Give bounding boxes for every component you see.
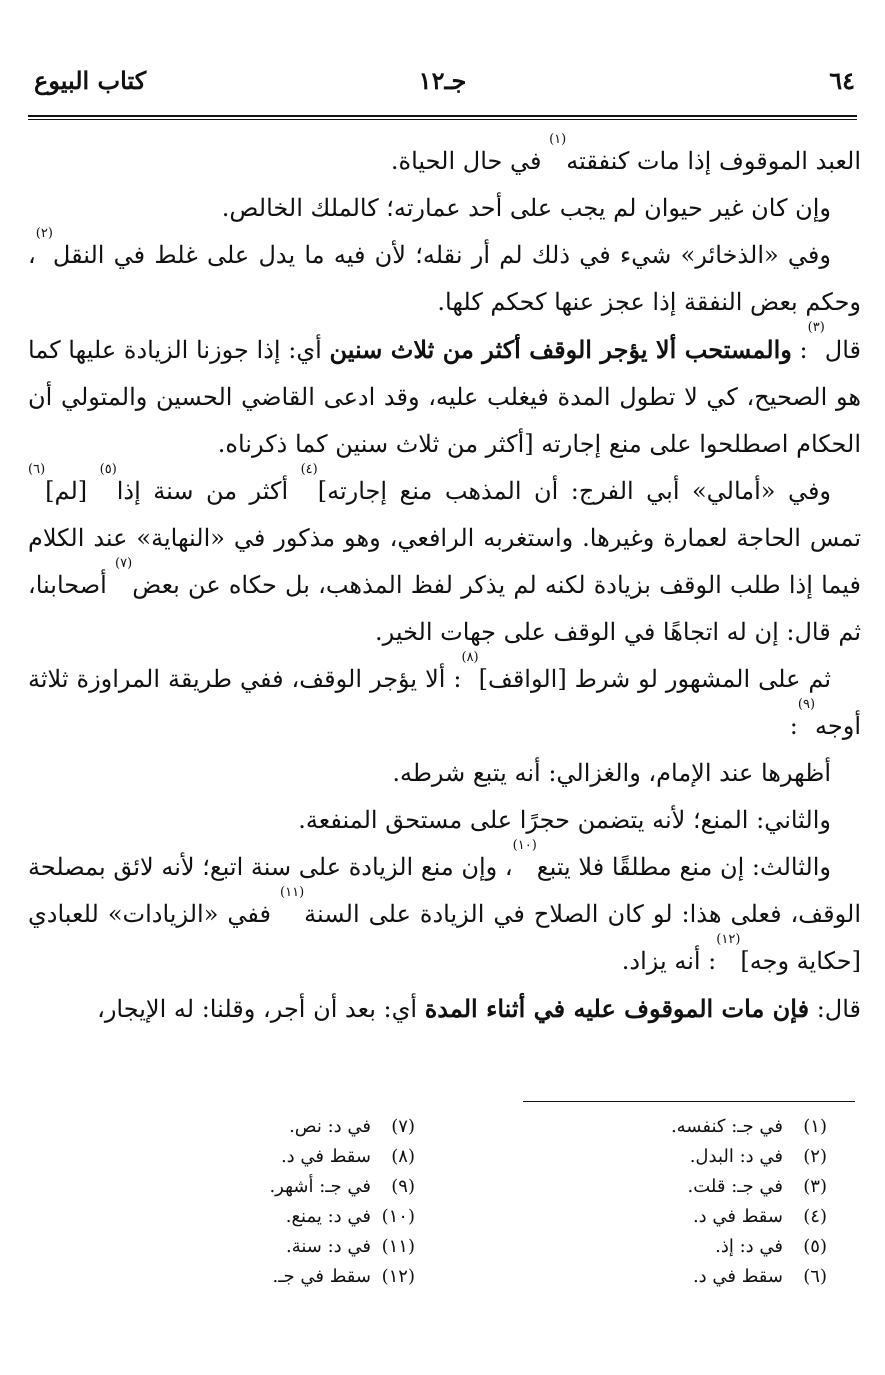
paragraph-3: وفي «الذخائر» شيء في ذلك لم أر نقله؛ لأن فيه ما يدل على غلط في النقل$^{(٢)}$، وحكم بعض النفقة إذا عجز عنها كحكم كلها. [28, 226, 861, 316]
footnote-ref: (٤) [300, 462, 318, 477]
footnote: (٧)في د: نص. [289, 1116, 415, 1137]
footnote: (٢)في د: البدل. [689, 1146, 827, 1167]
page-number: ٦٤ [829, 66, 855, 95]
paragraph-9: والثالث: إن منع مطلقًا فلا يتبع$^{(١٠)}$، وإن منع الزيادة على سنة اتبع؛ لأنه لائق بمصلحة الوقف، فعلى هذا: لو كان الصلاح في الزيادة على السنة$^{(١١)}$ ففي «الزيادات» للعبادي [حكاية وجه]$^{(١٢)}$: أنه يزاد. [28, 838, 861, 975]
footnote: (٥)في د: إذ. [715, 1236, 827, 1257]
paragraph-7: أظهرها عند الإمام، والغزالي: أنه يتبع شرطه. [392, 759, 831, 787]
matn-text: فإن مات الموقوف عليه في أثناء المدة [424, 994, 810, 1023]
footnote-ref: (١٢) [716, 932, 741, 947]
footnote-ref: (١) [549, 132, 567, 147]
footnote-ref: (٦) [28, 462, 46, 477]
footnote: (١١)في د: سنة. [285, 1236, 415, 1257]
footnote-ref: (٣) [807, 320, 825, 335]
footnote-ref: (٧) [115, 556, 133, 571]
footnote-ref: (١١) [280, 885, 305, 900]
footnote: (٩)في جـ: أشهر. [269, 1176, 415, 1197]
matn-text: والمستحب ألا يؤجر الوقف أكثر من ثلاث سنين [329, 335, 792, 364]
footnote-ref: (٨) [461, 650, 479, 665]
header-rule-thin [28, 119, 857, 120]
paragraph-6: ثم على المشهور لو شرط [الواقف]$^{(٨)}$: ألا يؤجر الوقف، ففي طريقة المراوزة ثلاثة أوجه$^{(٩)}$: [28, 650, 861, 740]
paragraph-5: وفي «أمالي» أبي الفرج: أن المذهب منع إجارته]$^{(٤)}$ أكثر من سنة إذا$^{(٥)}$ [لم]$^{(٦)}$ تمس الحاجة لعمارة وغيرها. واستغربه الرافعي، وهو مذكور في «النهاية» عند الكلام فيما إذا طلب الوقف بزيادة لكنه لم يذكر لفظ المذهب، بل حكاه عن بعض$^{(٧)}$ أصحابنا، ثم قال: إن له اتجاهًا في الوقف على جهات الخير. [28, 462, 861, 646]
footnote-ref: (١٠) [512, 838, 537, 853]
footnote-ref: (٥) [99, 462, 117, 477]
paragraph-1: العبد الموقوف إذا مات كنفقته$^{(١)}$ في حال الحياة. [390, 132, 861, 175]
paragraph-2: وإن كان غير حيوان لم يجب على أحد عمارته؛ كالملك الخالص. [221, 194, 831, 222]
footnote: (٣)في جـ: قلت. [687, 1176, 827, 1197]
footnotes-column-2 [155, 1112, 415, 1292]
footnote: (١٠)في د: يمنع. [285, 1206, 415, 1227]
footnote: (١)في جـ: كنفسه. [670, 1116, 827, 1137]
footnote-rule [523, 1101, 855, 1102]
paragraph-4: قال$^{(٣)}$: والمستحب ألا يؤجر الوقف أكثر من ثلاث سنين أي: إذا جوزنا الزيادة عليها كما هو الصحيح، كي لا تطول المدة فيغلب عليه، وقد ادعى القاضي الحسين والمتولي أن الحكام اصطلحوا على منع إجارته [أكثر من ثلاث سنين كما ذكرناه. [28, 320, 862, 458]
running-header [28, 62, 857, 110]
footnote-ref: (٩) [797, 697, 816, 712]
footnote-ref: (٢) [35, 226, 53, 241]
footnote: (١٢)سقط في جـ. [272, 1266, 415, 1287]
footnote: (٤)سقط في د. [692, 1206, 827, 1227]
main-text [28, 132, 862, 1033]
footnote: (٨)سقط في د. [280, 1146, 415, 1167]
footnote: (٦)سقط في د. [692, 1266, 827, 1287]
footnotes-column-1 [567, 1112, 827, 1292]
paragraph-10: قال: فإن مات الموقوف عليه في أثناء المدة أي: بعد أن أجر، وقلنا: له الإيجار، [97, 994, 861, 1023]
paragraph-8: والثاني: المنع؛ لأنه يتضمن حجرًا على مستحق المنفعة. [298, 806, 831, 834]
book-title: كتاب البيوع [34, 66, 147, 95]
volume-label: جـ١٢ [418, 66, 467, 95]
header-rule [28, 115, 857, 117]
